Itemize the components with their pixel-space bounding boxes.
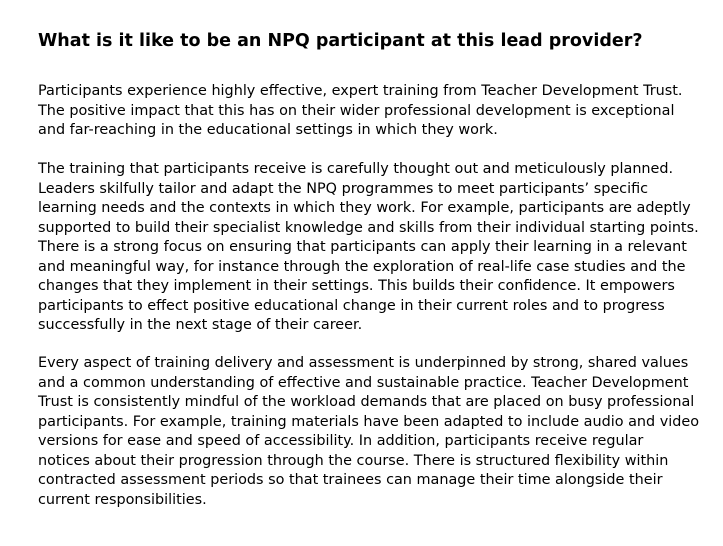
- paragraph-line: Participants experience highly effective, expert training from Teacher Development Trust.: [38, 83, 683, 99]
- paragraph-impact: [38, 82, 713, 141]
- paragraph-line: There is a strong focus on ensuring that participants can apply their learning in a relevant: [38, 239, 687, 255]
- paragraph-line: successfully in the next stage of their career.: [38, 317, 363, 333]
- paragraph-training: [38, 160, 713, 336]
- paragraph-line: Leaders skilfully tailor and adapt the NPQ programmes to meet participants’ specific: [38, 180, 649, 197]
- paragraph-line: supported to build their specialist knowledge and skills from their individual starting points.: [38, 219, 699, 236]
- paragraph-line: current responsibilities.: [38, 491, 207, 508]
- paragraph-line: changes that they implement in their settings. This builds their confidence. It empowers: [38, 278, 675, 294]
- paragraph-line: notices about their progression through the course. There is structured flexibility within: [38, 452, 669, 469]
- paragraph-line: The positive impact that this has on their wider professional development is exceptional: [38, 102, 675, 119]
- paragraph-line: participants. For example, training materials have been adapted to include audio and video: [38, 413, 700, 430]
- paragraph-line: versions for ease and speed of accessibility. In addition, participants receive regular: [38, 433, 644, 449]
- paragraph-line: and a common understanding of effective and sustainable practice. Teacher Development: [38, 374, 689, 391]
- paragraph-line: participants to effect positive educational change in their current roles and to progress: [38, 297, 665, 314]
- paragraph-line: Every aspect of training delivery and assessment is underpinned by strong, shared values: [38, 355, 689, 371]
- paragraph-line: The training that participants receive is carefully thought out and meticulously planned.: [38, 161, 674, 177]
- page-heading: What is it like to be an NPQ participant at this lead provider?: [38, 31, 643, 51]
- paragraph-line: Trust is consistently mindful of the workload demands that are placed on busy professional: [38, 394, 695, 410]
- paragraph-line: and far-reaching in the educational settings in which they work.: [38, 122, 498, 138]
- paragraph-line: contracted assessment periods so that trainees can manage their time alongside their: [38, 472, 663, 488]
- paragraph-line: and meaningful way, for instance through the exploration of real-life case studies and the: [38, 258, 686, 275]
- paragraph-line: learning needs and the contexts in which they work. For example, participants are adeptly: [38, 200, 691, 216]
- paragraph-delivery: [38, 354, 713, 510]
